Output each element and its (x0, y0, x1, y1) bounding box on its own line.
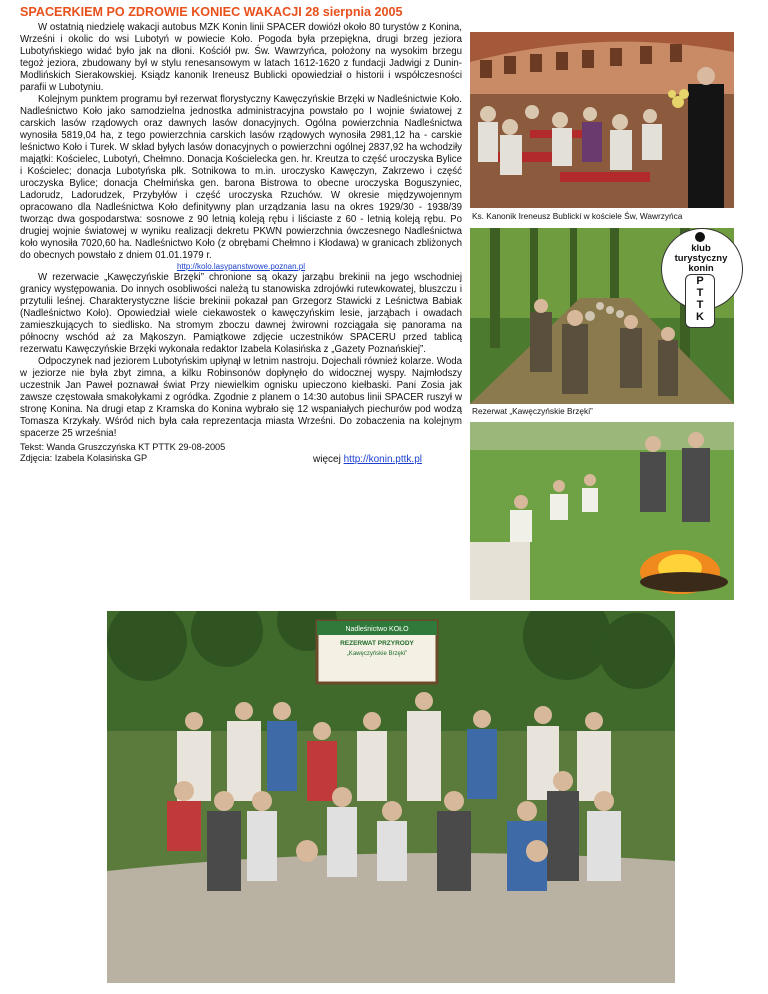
campfire-photo-image (470, 422, 734, 600)
more-label: więcej (313, 454, 341, 465)
paragraph: Kolejnym punktem programu był rezerwat florystyczny Kawęczyńskie Brzęki w Nadleśnictwie Koło. Nadleśnictwo Koło jako samodzielna jednostka administracyjna powstało po I wojnie światowej z carskich lasów rządowych oraz dawnych lasów donacyjnych. Ogólna powierzchnia Nadleśnictwa wynosiła 5819,04 ha, z tego powierzchnia carskich lasów rządowych wynosiła 2981,12 ha - carskie leśnictwo Koło i Turek. W skład byłych lasów donacyjnych o powierzchni ogólnej 2837,92 ha wchodziły majątki: Kościelec, Lubotyń, Chełmno. Donacja Kościelecka gen. hr. Kreutza to część uroczyska Bylice i Kościelec; donacja Lubotyńska płk. Sotnikowa to m.in. uroczysko Kawęczyn, Zakrzewo i część uroczyska Bylice; donacja Chełmińska gen. barona Bistrowa to obecne uroczyska Boguszyniec, Ladorudz, Ladorudzek, Przybyłów i część uroczyska Rzuchów. W okresie międzywojennym opracowano dla Nadleśnictwa Koło definitywny plan urządzania lasu na okres 1929/30 - 1938/39 tworząc dwa gospodarstwa: sosnowe z 90 letnią koleją rębu i liściaste z 60 - letnią koleją rębu. Po drugiej wojnie światowej w wyniku realizacji dekretu PKWN powierzchnia ówczesnego Nadleśnictwa koło wynosiła 7020,60 ha. Nadleśnictwo Koło (z obrębami Chełmno i Kłodawa) w granicach zbliżonych do obecnych powstało z dniem 01.01.1979 r. (20, 94, 462, 261)
sign-line-3: „Kawęczyńskie Brzęki” (346, 651, 408, 657)
logo-line: klub (691, 243, 711, 254)
logo-pttk (685, 274, 715, 328)
text-credit: Tekst: Wanda Gruszczyńska KT PTTK 29-08-2005 (20, 442, 226, 452)
credits (20, 442, 462, 464)
logo-line: turystyczny (674, 253, 728, 264)
logo-emblem-icon (695, 232, 705, 242)
more-link[interactable]: http://konin.pttk.pl (343, 454, 422, 465)
source-link[interactable]: http://kolo.lasypanstwowe.poznan.pl (176, 262, 306, 271)
church-photo-caption: Ks. Kanonik Ireneusz Bublicki w kościele Św, Wawrzyńca (472, 211, 683, 221)
sign-line-1: Nadleśnictwo KOŁO (345, 626, 409, 633)
article-body (20, 22, 462, 464)
reserve-photo-caption: Rezerwat „Kawęczyńskie Brzęki” (472, 406, 593, 416)
church-photo-image (470, 32, 734, 208)
logo-line: konin (688, 263, 714, 274)
paragraph: Odpoczynek nad jeziorem Lubotyńskim upłynął w letnim nastroju. Dojechali również kolarze. Woda w jeziorze nie była zbyt zimna, a kilku Robinsonów dopłynęło do widocznej wyspy. Najmłodszy uczestnik Jan Paweł poznawał świat Przy niewielkim ognisku upieczono kiełbaski. Pani Zosia jak zawsze częstowała smakołykami z ogródka. Zgodnie z planem o 14:30 autobus linii SPACER ruszył w stronę Konina. Na drugi etap z Kramska do Konina wybrało się 12 wspaniałych piechurów pod wodzą Tomasza Krzykały. Wśród nich była cała reprezentacja miasta Wrześni. Do zobaczenia na kolejnym spacerze 25 września! (20, 356, 462, 439)
group-photo-image (107, 611, 675, 983)
logo-text (655, 244, 747, 274)
article-title: SPACERKIEM PO ZDROWIE KONIEC WAKACJI 28 sierpnia 2005 (20, 5, 403, 19)
photo-credit: Zdjęcia: Izabela Kolasińska GP (20, 453, 148, 463)
church-photo (470, 32, 734, 208)
more-info (313, 454, 422, 465)
sign-line-2: REZERWAT PRZYRODY (340, 640, 414, 647)
group-photo (107, 611, 675, 983)
logo-letters: PTTK (696, 275, 704, 323)
campfire-photo (470, 422, 734, 600)
pttk-logo (655, 228, 747, 328)
paragraph: W rezerwacie „Kawęczyńskie Brzęki” chronione są okazy jarząbu brekinii na jego wschodniej granicy występowania. Do innych osobliwości należą tu stanowiska zdrojówki rutewkowatej, bluszczu i przytulii leśnej. Charakterystyczne liście brekinii pokazał pan Grzegorz Stawicki z Leśnictwa Babiak (Nadleśnictwo Koło). Opowiedział wiele ciekawostek o kawęczyńskim lesie, jarząbach i owadach zamieszkujących to siedlisko. Na stromym zboczu dawnej żwirowni rozciągała się panorama na północny wschód aż za Mąkoszyn. Pamiątkowe zdjęcie uczestników SPACERU przed tablicą rezerwatu Kawęczyńskie Brzęki wykonała redaktor Izabela Kolasińska z „Gazety Poznańskiej”. (20, 272, 462, 355)
paragraph: W ostatnią niedzielę wakacji autobus MZK Konin linii SPACER dowiózł około 80 turystów z Konina, Wrześni i okolic do wsi Lubotyń w powiecie Koło. Pogoda była przepiękna, drugi brzeg jeziora Lubotyńskiego widać było jak na dłoni. Kościół pw. Św. Wawrzyńca, położony na wysokim brzegu tegoż jeziora, zbudowany był w stylu renesansowym w latach 1612-1620 z fundacji Jadwigi z Dunin-Modlińskich Sierakowskiej. Ksiądz kanonik Ireneusz Bublicki opowiedział o historii i współczesności parafii w Lubotyniu. (20, 22, 462, 93)
